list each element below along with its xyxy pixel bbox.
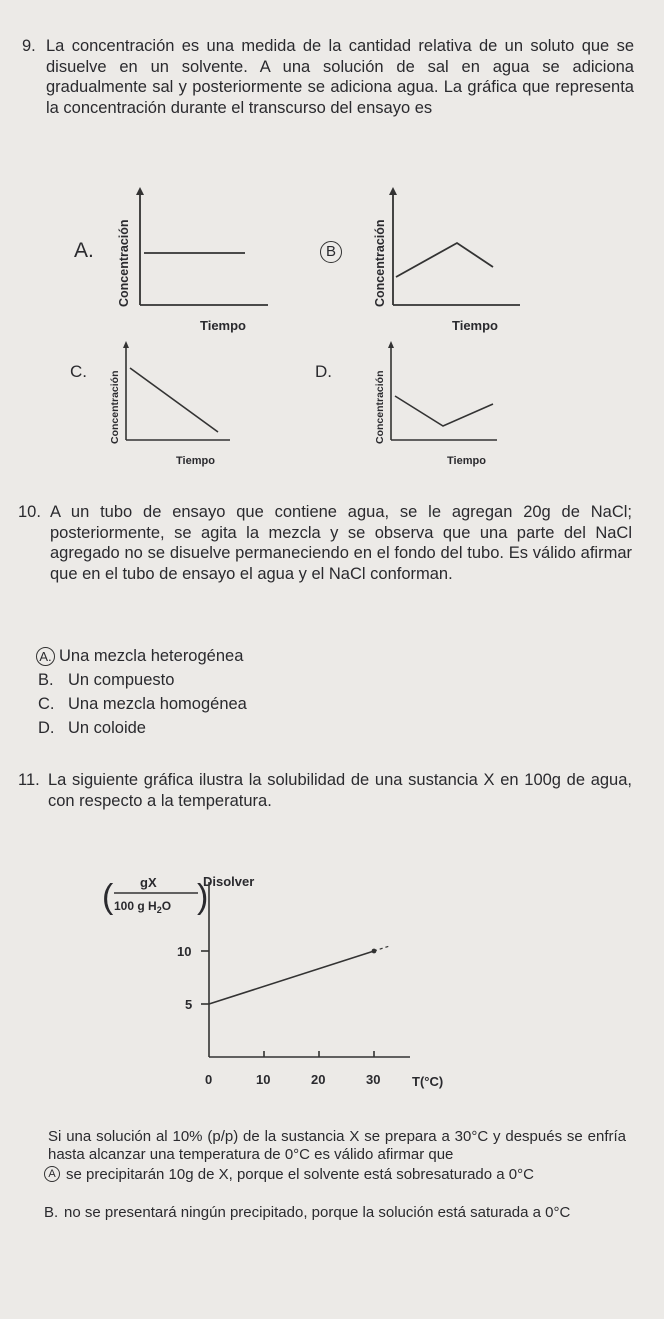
q9-statement: La concentración es una medida de la cantidad relativa de un soluto que se disuelve en un solvente. A una solución de sal en agua se adiciona gradualmente sal y posteriormente se adiciona agua. La gráfica que representa la concentración durante el transcurso del ensayo es: [46, 37, 634, 117]
q11-chart-ylabel-denominator: 100 g $H_2O$: [114, 899, 172, 915]
q9-graph-b[interactable]: [318, 185, 528, 335]
q11-chart-series-line: [209, 951, 374, 1004]
q11-chart-point-30: [372, 949, 377, 954]
q11-chart-y-tick-label-10: 10: [177, 944, 192, 959]
q9-graph-d-line: [395, 396, 493, 426]
q11-chart-ylabel-paren-left: (: [102, 878, 114, 916]
q10-option-d-text: Un coloide: [68, 719, 146, 737]
q11-number: 11.: [18, 771, 40, 789]
q10-option-b[interactable]: [38, 670, 174, 690]
q11-statement: La siguiente gráfica ilustra la solubilidad de una sustancia X en 100g de agua, con respecto a la temperatura.: [48, 771, 632, 810]
q9-graph-b-plot: [318, 185, 528, 335]
q9-graph-b-line: [396, 243, 493, 277]
q9-graph-d-letter: D.: [315, 362, 332, 381]
q11-chart-xlabel: T(°C): [412, 1074, 444, 1089]
q11-chart-ticks: [177, 944, 380, 1087]
q11-option-a-letter: A: [44, 1166, 60, 1182]
q9-text-block: [22, 36, 634, 118]
q11-option-b-letter: B.: [44, 1204, 59, 1221]
q11-chart-y-tick-label-5: 5: [185, 997, 193, 1012]
q10-option-c[interactable]: [38, 694, 247, 714]
q10-option-b-text: Un compuesto: [68, 671, 175, 689]
q9-graph-d-plot: [315, 340, 525, 470]
q10-statement: A un tubo de ensayo que contiene agua, se le agregan 20g de NaCl; posteriormente, se agita la mezcla y se observa que una parte del NaCl agregado no se disuelve permaneciendo en el fondo del tubo. Es válido afirmar que en el tubo de ensayo el agua y el NaCl conforman.: [50, 503, 632, 583]
q10-option-a[interactable]: [36, 646, 243, 666]
q11-solubility-chart: [100, 860, 500, 1120]
q11-chart-ylabel: [102, 875, 208, 916]
q11-chart-series-tail: [374, 946, 391, 951]
q9-graph-b-xlabel: Tiempo: [452, 318, 498, 333]
q10-option-a-letter: A.: [36, 647, 55, 666]
q9-graph-c-ylabel: Concentración: [109, 370, 121, 444]
q11-chart-x-tick-label-30: 30: [366, 1072, 381, 1087]
q11-option-a[interactable]: [44, 1166, 634, 1184]
q9-graph-d-ylabel: Concentración: [374, 370, 386, 444]
q9-graph-a-plot: [70, 185, 280, 335]
q11-chart-title: Disolver: [203, 874, 255, 889]
q11-chart-x-tick-label-0: 0: [205, 1072, 213, 1087]
q10-option-d[interactable]: [38, 718, 146, 738]
q9-graph-c: [70, 340, 280, 470]
q11-chart-x-tick-label-20: 20: [311, 1072, 326, 1087]
q11-stem: Si una solución al 10% (p/p) de la sustancia X se prepara a 30°C y después se enfría hasta alcanzar una temperatura de 0°C es válido afirmar que: [48, 1128, 626, 1163]
q10-option-a-text: Una mezcla heterogénea: [59, 647, 244, 665]
q10-number: 10.: [18, 503, 41, 521]
q9-graph-c-line: [130, 368, 218, 432]
q11-option-b-text: no se presentará ningún precipitado, porque la solución está saturada a 0°C: [64, 1204, 571, 1221]
q10-text-block: [18, 502, 632, 584]
q10-option-d-letter: D.: [38, 719, 55, 737]
q9-number: 9.: [22, 37, 36, 55]
q9-graph-c-plot: [70, 340, 280, 470]
q9-graph-b-letter-text: B: [325, 243, 336, 260]
q9-graph-a-ylabel: Concentración: [117, 219, 131, 307]
q10-option-c-letter: C.: [38, 695, 55, 713]
q10-option-b-letter: B.: [38, 671, 54, 689]
q11-chart-ylabel-paren-right: ): [197, 878, 209, 916]
q9-graph-d: [315, 340, 525, 470]
q9-graph-c-xlabel: Tiempo: [176, 455, 215, 467]
q11-option-a-text: se precipitarán 10g de X, porque el solvente está sobresaturado a 0°C: [66, 1166, 534, 1183]
q11-option-b[interactable]: [44, 1204, 634, 1222]
q9-graph-c-letter: C.: [70, 362, 87, 381]
q11-chart-x-tick-label-10: 10: [256, 1072, 271, 1087]
q10-option-c-text: Una mezcla homogénea: [68, 695, 247, 713]
q11-text-block: [18, 770, 632, 811]
q9-graph-a-xlabel: Tiempo: [200, 318, 246, 333]
q9-graph-b-ylabel: Concentración: [373, 219, 387, 307]
q9-graph-a-letter: A.: [74, 239, 94, 262]
q11-chart-ylabel-numerator: gX: [140, 875, 157, 890]
q9-graph-a: [70, 185, 280, 335]
q9-graph-d-xlabel: Tiempo: [447, 455, 486, 467]
